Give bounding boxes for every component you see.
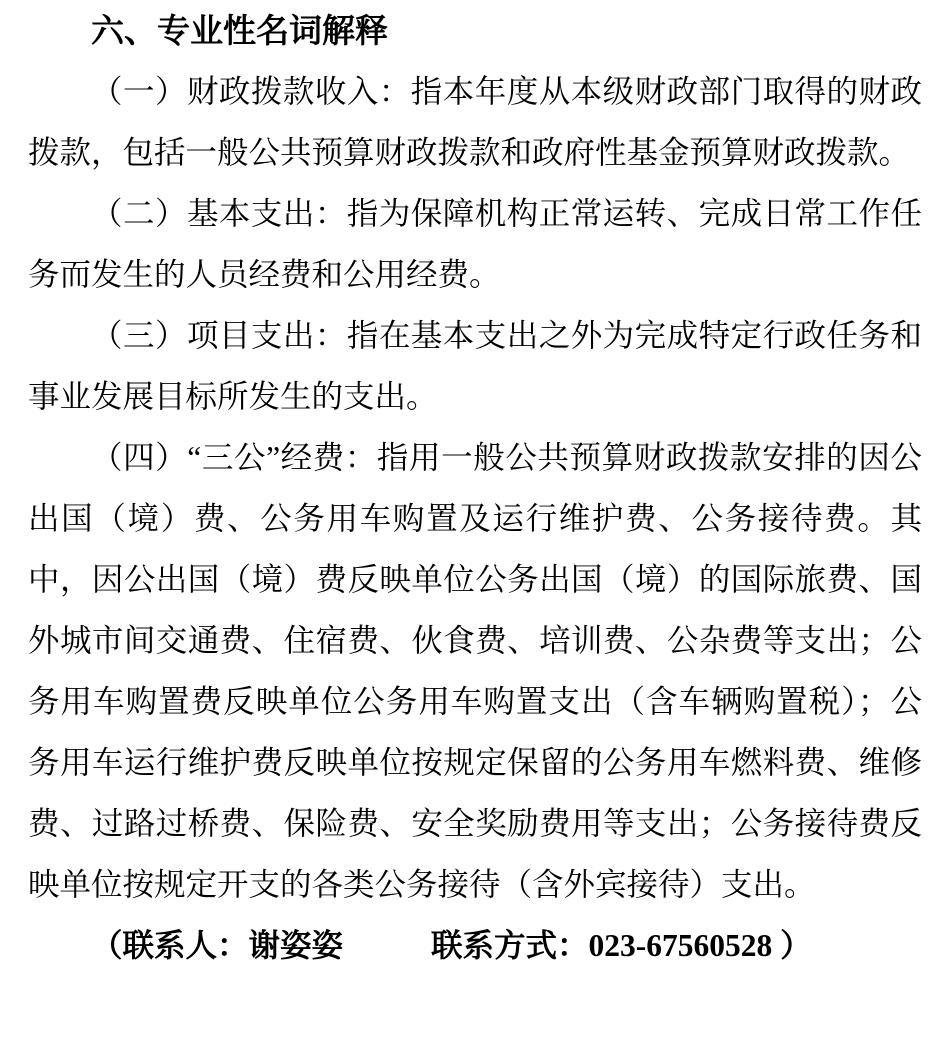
paragraph-three-public-funds: （四）“三公”经费：指用一般公共预算财政拨款安排的因公出国（境）费、公务用车购置及运行维护费、公务接待费。其中，因公出国（境）费反映单位公务出国（境）的国际旅费、国外城市间交通费、住宿费、伙食费、培训费、公杂费等支出；公务用车购置费反映单位公务用车购置支出（含车辆购置税）；公务用车运行维护费反映单位按规定保留的公务用车燃料费、维修费、过路过桥费、保险费、安全奖励费用等支出；公务接待费反映单位按规定开支的各类公务接待（含外宾接待）支出。: [28, 440, 922, 902]
contact-person: （联系人：谢姿姿: [91, 928, 344, 963]
paragraph-fiscal-appropriation-income: （一）财政拨款收入：指本年度从本级财政部门取得的财政拨款，包括一般公共预算财政拨款和政府性基金预算财政拨款。: [28, 74, 922, 170]
paragraph-basic-expenditure: （二）基本支出：指为保障机构正常运转、完成日常工作任务而发生的人员经费和公用经费。: [28, 196, 922, 292]
document-body: [28, 0, 922, 976]
paragraph-project-expenditure: （三）项目支出：指在基本支出之外为完成特定行政任务和事业发展目标所发生的支出。: [28, 318, 922, 414]
contact-line: [28, 915, 922, 976]
contact-method: 联系方式：023-67560528 ）: [431, 928, 812, 963]
section-heading: 六、专业性名词解释: [91, 12, 388, 49]
